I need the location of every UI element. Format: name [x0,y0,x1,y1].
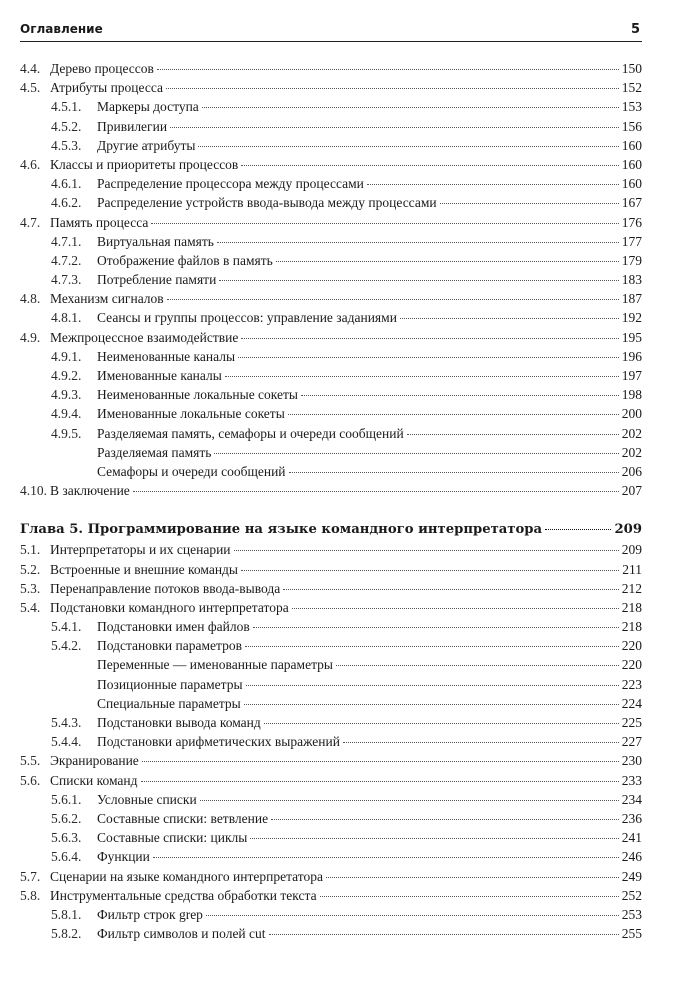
toc-entry-number: 5.6.1. [51,791,82,807]
dot-leader [292,608,619,609]
toc-entry [20,579,642,598]
toc-entry-number: 5.8.2. [51,926,82,942]
dot-leader [271,819,619,820]
toc-entry-number: 5.7. [20,868,41,884]
toc-entry [20,213,642,232]
dot-leader [241,338,618,339]
toc-entry-page: 218 [621,619,642,635]
toc-entry-page: 218 [621,599,642,615]
toc-entry [20,289,642,308]
toc-entry [20,443,642,462]
toc-entry [20,732,642,751]
toc-entry-page: 202 [621,425,642,441]
dot-leader [166,88,619,89]
toc-entry [20,636,642,655]
toc-entry-title: Фильтр строк grep [97,906,203,922]
toc-entry [20,675,642,694]
toc-entry-number: 4.8.1. [51,310,82,326]
toc-entry-number: 4.7.1. [51,233,82,249]
running-head [20,22,642,42]
toc-entry-page: 160 [621,176,642,192]
toc-entry-number: 5.5. [20,753,41,769]
dot-leader [153,857,619,858]
toc-chapter-heading [20,519,642,540]
toc-entry-page: 241 [621,830,642,846]
toc-entry-page: 202 [621,444,642,460]
toc-entry-title: Фильтр символов и полей cut [97,926,266,942]
dot-leader [200,800,619,801]
toc-entry [20,366,642,385]
toc-entry-number: 4.7.3. [51,272,82,288]
toc-entry-page: 230 [621,753,642,769]
toc-entry-title: Перенаправление потоков ввода-вывода [50,580,281,596]
toc-entry-page: 249 [621,868,642,884]
dot-leader [170,127,619,128]
toc-entry-title: Отображение файлов в память [97,252,273,268]
dot-leader [301,395,619,396]
dot-leader [167,299,619,300]
toc-entry [20,97,642,116]
toc-entry-number: 4.9.1. [51,348,82,364]
toc-entry-number: 5.2. [20,561,41,577]
toc-entry-number: 5.4.4. [51,734,82,750]
toc-entry-number: 4.5. [20,80,41,96]
dot-leader [288,414,619,415]
dot-leader [367,184,619,185]
toc-entry-number: 5.6.4. [51,849,82,865]
dot-leader [244,704,619,705]
toc-entry-number: 4.6. [20,156,41,172]
toc-entry-page: 209 [621,542,642,558]
toc-entry [20,694,642,713]
toc-entry-number: 5.4.2. [51,638,82,654]
dot-leader [202,107,619,108]
toc-entry-page: 233 [621,772,642,788]
toc-entry-number: 5.6.3. [51,830,82,846]
toc-entry-page: 252 [621,887,642,903]
toc-entry-page: 183 [621,272,642,288]
dot-leader [219,280,618,281]
toc-entry-title: Разделяемая память [97,444,212,460]
toc-entry-page: 167 [621,195,642,211]
toc-entry-page: 179 [621,252,642,268]
toc-entry-title: Механизм сигналов [50,291,164,307]
toc-entry-title: Глава 5. Программирование на языке командного интерпретатора [20,522,543,538]
toc-entry-page: 227 [621,734,642,750]
table-of-contents [20,59,642,943]
toc-entry-number: 5.8.1. [51,906,82,922]
toc-entry [20,193,642,212]
dot-leader [400,318,619,319]
toc-entry-title: Межпроцессное взаимодействие [50,329,239,345]
dot-leader [250,838,618,839]
toc-entry [20,886,642,905]
toc-entry-title: Сценарии на языке командного интерпретатора [50,868,323,884]
toc-entry-number: 5.1. [20,542,41,558]
dot-leader [545,529,611,530]
dot-leader [206,915,619,916]
toc-entry-title: Подстановки вывода команд [97,715,261,730]
toc-entry-page: 192 [621,310,642,326]
toc-entry-title: Распределение устройств ввода-вывода между процессами [97,195,437,211]
toc-entry-title: Семафоры и очереди сообщений [97,463,286,479]
dot-leader [336,665,619,666]
toc-entry [20,540,642,559]
toc-entry-number: 5.4. [20,599,41,615]
toc-entry-page: 223 [621,676,642,692]
toc-entry [20,481,642,500]
toc-entry-page: 153 [621,99,642,115]
toc-entry-title: Память процесса [50,214,149,230]
toc-entry-page: 160 [621,137,642,153]
toc-entry-title: Встроенные и внешние команды [50,561,238,577]
toc-entry-number: 5.6.2. [51,810,82,826]
toc-entry-title: Подстановки параметров [97,638,242,654]
toc-entry-number: 4.9.5. [51,425,82,441]
toc-entry-page: 195 [621,329,642,345]
toc-entry-title: Именованные каналы [97,368,222,383]
toc-entry-page: 198 [621,387,642,403]
toc-entry-number: 4.9.4. [51,406,82,422]
toc-entry-number: 4.10. [20,483,47,499]
toc-entry-title: Сеансы и группы процессов: управление заданиями [97,310,397,326]
dot-leader [157,69,619,70]
toc-entry-title: Классы и приоритеты процессов [50,156,239,172]
toc-entry-number: 5.4.1. [51,619,82,635]
toc-entry [20,270,642,289]
toc-entry-number: 4.7.2. [51,252,82,268]
toc-entry-page: 211 [622,561,642,577]
toc-entry [20,847,642,866]
toc-entry-title: Потребление памяти [97,272,217,288]
toc-entry [20,155,642,174]
toc-entry [20,251,642,270]
toc-entry-title: Составные списки: ветвление [97,810,269,826]
toc-entry-page: 197 [621,368,642,383]
toc-entry-page: 156 [621,118,642,134]
toc-entry-number: 4.8. [20,291,41,307]
toc-entry-number: 4.7. [20,214,41,230]
toc-entry [20,404,642,423]
toc-entry-title: Распределение процессора между процессами [97,176,364,192]
toc-entry-page: 212 [621,580,642,596]
toc-entry [20,59,642,78]
toc-entry-title: Виртуальная память [97,233,214,249]
toc-entry-title: Подстановки имен файлов [97,619,250,635]
page-number: 5 [630,22,640,37]
dot-leader [141,781,619,782]
toc-entry-title: Атрибуты процесса [50,80,163,96]
toc-entry [20,117,642,136]
dot-leader [440,203,619,204]
toc-entry-number: 4.9. [20,329,41,345]
toc-entry-page: 207 [621,483,642,499]
toc-entry-page: 220 [621,638,642,654]
toc-entry [20,232,642,251]
toc-entry-title: Дерево процессов [50,61,154,76]
toc-entry-title: Специальные параметры [97,695,241,711]
toc-entry-page: 152 [621,80,642,96]
toc-entry-title: Подстановки командного интерпретатора [50,599,289,615]
dot-leader [276,261,619,262]
toc-entry-title: Функции [97,849,150,865]
dot-leader [269,934,619,935]
toc-entry-page: 177 [621,233,642,249]
toc-entry-number: 4.9.2. [51,368,82,383]
dot-leader [246,685,619,686]
dot-leader [198,146,618,147]
toc-entry-page: 255 [621,926,642,942]
toc-entry [20,655,642,674]
toc-entry-title: Другие атрибуты [97,137,196,153]
dot-leader [217,242,619,243]
toc-entry-page: 176 [621,214,642,230]
toc-entry-title: Инструментальные средства обработки текста [50,887,317,903]
dot-leader [214,453,618,454]
toc-entry-number: 4.6.1. [51,176,82,192]
toc-entry-page: 187 [621,291,642,307]
dot-leader [264,723,619,724]
toc-entry-page: 160 [621,156,642,172]
toc-entry [20,905,642,924]
toc-entry-page: 196 [621,348,642,364]
toc-entry [20,751,642,770]
toc-entry-number: 4.4. [20,61,41,76]
toc-entry-page: 234 [621,791,642,807]
toc-entry [20,328,642,347]
toc-entry-title: Списки команд [50,772,138,788]
toc-entry-number: 5.3. [20,580,41,596]
toc-entry-number: 4.5.2. [51,118,82,134]
toc-entry-number: 4.5.3. [51,137,82,153]
toc-entry-number: 4.5.1. [51,99,82,115]
toc-entry [20,424,642,443]
toc-entry-title: Привилегии [97,118,168,134]
toc-entry [20,809,642,828]
toc-entry-page: 236 [621,810,642,826]
dot-leader [320,896,619,897]
toc-entry-number: 5.4.3. [51,715,82,730]
toc-entry-title: Позиционные параметры [97,676,243,692]
dot-leader [241,570,619,571]
toc-entry [20,78,642,97]
toc-entry [20,617,642,636]
toc-entry-title: Подстановки арифметических выражений [97,734,340,750]
toc-entry-page: 225 [621,715,642,730]
toc-entry-title: Разделяемая память, семафоры и очереди сообщений [97,425,404,441]
toc-entry [20,790,642,809]
dot-leader [238,357,619,358]
toc-entry-title: Интерпретаторы и их сценарии [50,542,231,558]
toc-entry-page: 206 [621,463,642,479]
dot-leader [343,742,619,743]
toc-entry [20,347,642,366]
toc-entry-title: Переменные — именованные параметры [97,657,333,673]
dot-leader [289,472,619,473]
toc-entry-page: 246 [621,849,642,865]
dot-leader [326,877,619,878]
toc-entry-title: Маркеры доступа [97,99,199,115]
toc-entry-title: В заключение [50,483,130,499]
dot-leader [253,627,619,628]
dot-leader [225,376,619,377]
toc-entry-number: 4.9.3. [51,387,82,403]
toc-entry-title: Именованные локальные сокеты [97,406,285,422]
toc-entry [20,713,642,732]
toc-entry-title: Условные списки [97,791,197,807]
dot-leader [133,491,619,492]
toc-entry [20,385,642,404]
toc-entry-title: Неименованные каналы [97,348,236,364]
dot-leader [245,646,619,647]
toc-entry-page: 200 [621,406,642,422]
toc-entry-page: 209 [614,522,642,538]
toc-entry [20,308,642,327]
toc-entry-page: 220 [621,657,642,673]
toc-entry [20,136,642,155]
toc-entry-title: Экранирование [50,753,139,769]
toc-entry [20,828,642,847]
toc-entry-title: Составные списки: циклы [97,830,248,846]
toc-entry-page: 150 [621,61,642,76]
toc-entry [20,924,642,943]
dot-leader [151,223,618,224]
dot-leader [234,550,619,551]
toc-entry-number: 4.6.2. [51,195,82,211]
dot-leader [407,434,619,435]
running-head-title: Оглавление [20,22,103,36]
toc-entry-title: Неименованные локальные сокеты [97,387,298,403]
toc-entry [20,771,642,790]
dot-leader [142,761,619,762]
toc-entry [20,174,642,193]
toc-entry-page: 253 [621,906,642,922]
toc-entry-number: 5.8. [20,887,41,903]
toc-entry-page: 224 [621,695,642,711]
toc-entry [20,867,642,886]
toc-entry [20,462,642,481]
toc-entry-number: 5.6. [20,772,41,788]
dot-leader [283,589,619,590]
dot-leader [241,165,618,166]
toc-entry [20,560,642,579]
toc-entry [20,598,642,617]
